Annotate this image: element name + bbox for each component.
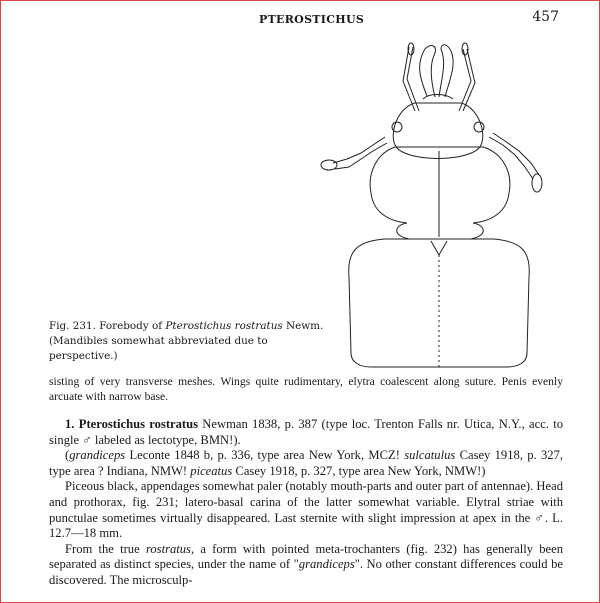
- body-text: [49, 375, 563, 589]
- right-antenna-club: [532, 174, 542, 192]
- page-number: 457: [532, 9, 559, 25]
- head-outline: [393, 103, 483, 159]
- caption-text-cont: Newm. (Mandibles somewhat abbreviated due to perspective.): [49, 320, 324, 362]
- left-antenna-club: [321, 160, 337, 170]
- figure-caption: [49, 319, 339, 364]
- discussion-text-2: , a form with pointed meta-trochanters (fig. 232) has generally been separated as distinct species, under the name of ": [49, 541, 564, 572]
- labrum: [423, 95, 453, 100]
- discussion-paragraph: [49, 542, 563, 589]
- description-paragraph: Piceous black, appendages somewhat paler (notably mouth-parts and outer part of antennae). Head and prothorax, fig. 231; latero-basal carina of the latter somewhat variable. Elytral striae with punctulae sometimes virtually disappeared. Last sternite with slight impression at apex in the ♂. L. 12.7—18 mm.: [49, 479, 563, 541]
- synonym-citation-3: Casey 1918, p. 327, type area New York, NMW!): [235, 463, 486, 478]
- elytra-outline: [349, 239, 530, 367]
- right-mandible: [439, 45, 453, 97]
- running-head: PTEROSTICHUS: [259, 13, 365, 26]
- right-antenna-segments: [489, 133, 539, 179]
- synonym-sulcatulus: sulcatulus: [404, 448, 456, 463]
- paragraph-continued: sisting of very transverse meshes. Wings quite rudimentary, elytra coalescent along suture. Penis evenly arcuate with narrow base.: [49, 375, 563, 403]
- entry-number: 1.: [65, 417, 75, 431]
- synonym-grandiceps: grandiceps: [69, 448, 126, 463]
- pronotum-outline: [370, 147, 510, 239]
- left-mandible: [420, 46, 436, 97]
- paren-open: (: [65, 448, 70, 463]
- caption-label: Fig. 231.: [49, 320, 96, 332]
- entry-citation: Newman 1838, p. 387 (type loc. Trenton Falls nr. Utica, N.Y., acc. to single ♂ labeled as lectotype, BMN!).: [49, 417, 563, 447]
- taxon-name: Pterostichus rostratus: [78, 417, 198, 431]
- left-eye: [392, 122, 402, 132]
- caption-text: Forebody of: [99, 320, 163, 332]
- right-antenna: [459, 49, 475, 111]
- right-eye: [474, 122, 484, 132]
- discussion-rostratus: rostratus: [145, 541, 191, 556]
- discussion-grandiceps: grandiceps: [298, 557, 355, 572]
- left-antenna: [403, 47, 419, 111]
- synonymy-paragraph: [49, 448, 563, 479]
- left-antenna-segments: [333, 137, 387, 169]
- synonym-citation-1: Leconte 1848 b, p. 336, type area New York, MCZ!: [129, 448, 400, 463]
- discussion-text-1: From the true: [65, 541, 140, 556]
- beetle-forebody-figure: [311, 41, 561, 371]
- caption-species: Pterostichus rostratus: [165, 320, 283, 332]
- synonym-piceatus: piceatus: [190, 463, 233, 478]
- discussion-text-3: ". No other constant differences could be discovered. The microsculp-: [49, 557, 563, 587]
- synonym-citation-2: Casey 1918, p. 327, type area ? Indiana, NMW!: [49, 448, 564, 478]
- scutellum: [431, 241, 447, 255]
- species-entry-paragraph: [49, 417, 563, 448]
